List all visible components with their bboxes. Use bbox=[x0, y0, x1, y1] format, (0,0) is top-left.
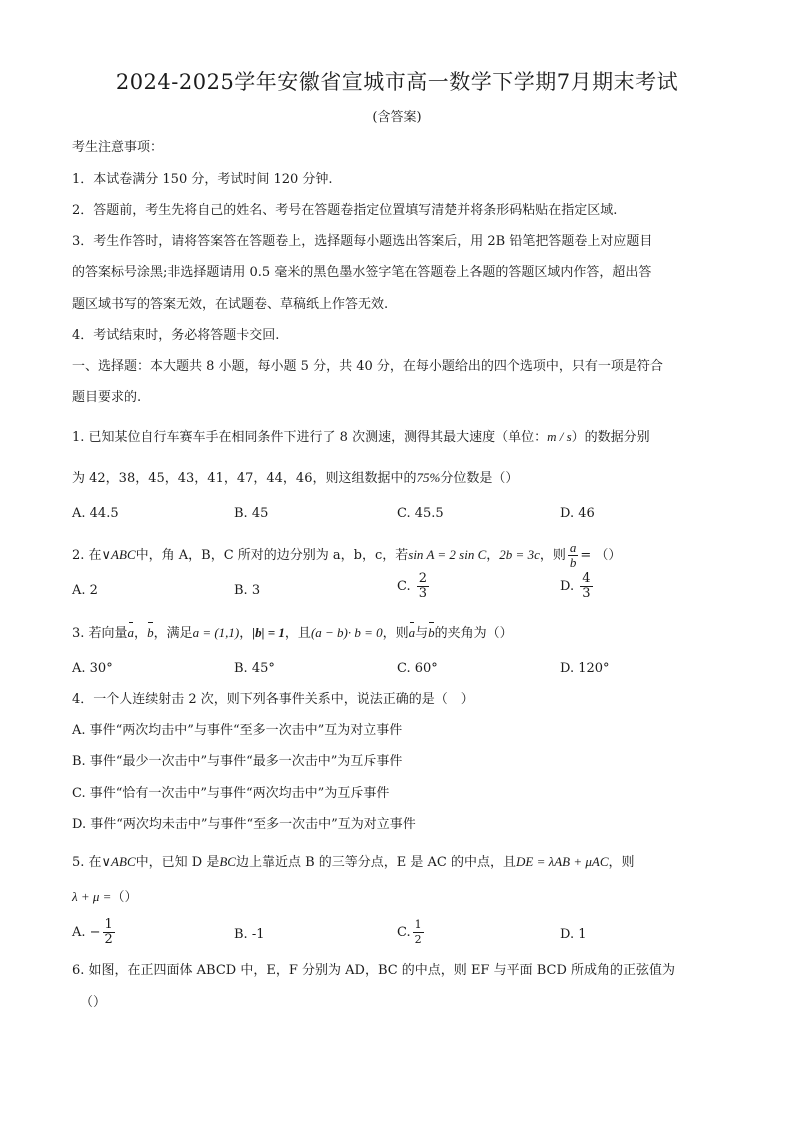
q4-option-c: C. 事件“恰有一次击中”与事件“两次均击中”为互斥事件 bbox=[72, 786, 390, 801]
q5-option-c-den: 2 bbox=[414, 933, 422, 946]
q2-condition-2: 2b = 3c bbox=[499, 547, 540, 562]
q3-stem bbox=[72, 624, 513, 643]
q5-segment-bc: BC bbox=[219, 854, 236, 869]
q2-text-c: ，则 bbox=[539, 548, 566, 563]
q2-option-d-fraction bbox=[580, 572, 592, 601]
q5-option-d: D. 1 bbox=[560, 927, 587, 942]
q1-option-d: D. 46 bbox=[560, 506, 595, 521]
section-heading-line2: 题目要求的. bbox=[72, 390, 142, 405]
note-3-line1: 3．考生作答时，请将答案答在答题卷上，选择题每小题选出答案后，用 2B 铅笔把答题卷上对应题目 bbox=[72, 234, 653, 249]
q5-text-d: ，则 bbox=[608, 855, 635, 870]
notes-heading: 考生注意事项： bbox=[72, 140, 164, 155]
q4-option-b: B. 事件“最少一次击中”与事件“最多一次击中”为互斥事件 bbox=[72, 754, 403, 769]
q5-option-a-fraction bbox=[103, 918, 115, 947]
q6-stem-line2: （） bbox=[80, 995, 107, 1010]
q3-text-f: 的夹角为（） bbox=[434, 626, 513, 641]
q3-sep1: ， bbox=[134, 626, 148, 641]
exam-subtitle: (含答案) bbox=[372, 110, 422, 125]
q2-option-d-label: D. bbox=[560, 579, 575, 594]
q3-text: 3. 若向量 bbox=[72, 626, 128, 641]
q1-text: 1. 已知某位自行车赛车手在相同条件下进行了 8 次测速，测得其最大速度（单位： bbox=[72, 430, 548, 445]
q3-text-c: ，且 bbox=[284, 626, 311, 641]
q3-option-d: D. 120° bbox=[560, 661, 610, 676]
q5-stem-line1 bbox=[72, 853, 635, 872]
q1-option-c: C. 45.5 bbox=[397, 506, 444, 521]
q1-option-a: A. 44.5 bbox=[72, 506, 119, 521]
q5-paren: （） bbox=[111, 890, 138, 905]
q3-vector-b-2: b bbox=[428, 625, 435, 640]
q1-stem-line1 bbox=[72, 428, 650, 447]
note-1: 1．本试卷满分 150 分，考试时间 120 分钟. bbox=[72, 172, 333, 187]
q4-option-d: D. 事件“两次均未击中”与事件“至多一次击中”互为对立事件 bbox=[72, 817, 416, 832]
q3-option-a: A. 30° bbox=[72, 661, 113, 676]
q3-condition-3: (a − b)· b = 0 bbox=[310, 625, 383, 640]
q1-option-b: B. 45 bbox=[234, 506, 269, 521]
q1-text2: 为 42，38，45，43，41，47，44，46，则这组数据中的 bbox=[72, 471, 417, 486]
q5-vector-equation: DE = λAB + μAC bbox=[516, 854, 609, 869]
exam-title: 2024-2025学年安徽省宣城市高一数学下学期7月期末考试 bbox=[115, 70, 679, 94]
note-2: 2．答题前，考生先将自己的姓名、考号在答题卷指定位置填写清楚并将条形码粘贴在指定区域. bbox=[72, 203, 618, 218]
q1-text2-tail: 分位数是（） bbox=[440, 471, 519, 486]
q3-vector-a-2: a bbox=[408, 625, 416, 640]
q2-stem bbox=[72, 541, 621, 570]
q2-option-a: A. 2 bbox=[72, 583, 98, 598]
q3-vector-b: b bbox=[147, 625, 154, 640]
q2-fraction bbox=[568, 541, 579, 570]
q4-stem: 4．一个人连续射击 2 次，则下列各事件关系中，说法正确的是（ ） bbox=[72, 692, 474, 707]
q1-text-tail: ）的数据分别 bbox=[571, 430, 650, 445]
q2-option-b: B. 3 bbox=[234, 583, 261, 598]
q3-text-d: ，则 bbox=[382, 626, 409, 641]
q2-option-c-fraction bbox=[417, 572, 429, 601]
q2-triangle: ∨ABC bbox=[101, 547, 136, 562]
q5-option-a bbox=[72, 918, 117, 947]
q5-triangle: ∨ABC bbox=[101, 854, 136, 869]
note-4: 4．考试结束时，务必将答题卡交回. bbox=[72, 328, 280, 343]
section-heading-line1: 一、选择题：本大题共 8 小题，每小题 5 分，共 40 分，在每小题给出的四个选项中，只有一项是符合 bbox=[72, 359, 663, 374]
note-3-line3: 题区域书写的答案无效，在试题卷、草稿纸上作答无效. bbox=[72, 297, 389, 312]
q5-text-b: 中，已知 D 是 bbox=[135, 855, 220, 870]
q1-percentile: 75% bbox=[416, 470, 441, 485]
q2-sep: ， bbox=[486, 548, 500, 563]
q2-condition-1: sin A = 2 sin C bbox=[408, 547, 487, 562]
q5-text: 5. 在 bbox=[72, 855, 102, 870]
q5-option-c-label: C. bbox=[397, 925, 411, 940]
q5-option-b: B. -1 bbox=[234, 927, 265, 942]
q3-sep2: ， bbox=[239, 626, 253, 641]
q2-text: 2. 在 bbox=[72, 548, 102, 563]
q5-option-c bbox=[397, 918, 426, 947]
q2-frac-den: b bbox=[569, 555, 577, 570]
q5-option-a-den: 2 bbox=[104, 932, 113, 947]
q6-stem-line1: 6. 如图，在正四面体 ABCD 中，E，F 分别为 AD，BC 的中点，则 EF 与平面 BCD 所成角的正弦值为 bbox=[72, 963, 676, 978]
q4-option-a: A. 事件“两次均击中”与事件“至多一次击中”互为对立事件 bbox=[72, 723, 403, 738]
q3-condition-2: |b| = 1 bbox=[252, 625, 285, 640]
q1-stem-line2 bbox=[72, 469, 518, 488]
q2-option-d bbox=[560, 572, 595, 601]
q5-option-c-fraction bbox=[413, 918, 424, 947]
q2-option-c bbox=[397, 572, 431, 601]
q5-option-c-num: 1 bbox=[414, 918, 422, 931]
q2-text-b: 中，角 A，B，C 所对的边分别为 a，b，c，若 bbox=[135, 548, 409, 563]
q2-text-d: = （） bbox=[580, 548, 622, 563]
q5-lambda-mu: λ + μ = bbox=[72, 889, 112, 904]
q1-unit: m / s bbox=[547, 429, 572, 444]
q2-option-c-label: C. bbox=[397, 579, 411, 594]
q2-option-c-num: 2 bbox=[418, 571, 428, 586]
q2-frac-num: a bbox=[569, 540, 577, 555]
q3-text-b: ，满足 bbox=[153, 626, 193, 641]
q5-option-a-num: 1 bbox=[104, 917, 113, 932]
q3-vector-a: a bbox=[127, 625, 135, 640]
q5-stem-line2 bbox=[72, 888, 137, 907]
q2-option-c-den: 3 bbox=[418, 586, 428, 601]
q5-text-c: 边上靠近点 B 的三等分点，E 是 AC 的中点，且 bbox=[235, 855, 516, 870]
q5-option-a-label: A. − bbox=[72, 925, 101, 940]
note-3-line2: 的答案标号涂黑;非选择题请用 0.5 毫米的黑色墨水签字笔在答题卷上各题的答题区域内作答，超出答 bbox=[72, 265, 652, 280]
q2-option-d-den: 3 bbox=[582, 586, 591, 601]
q3-condition-1: a = (1,1) bbox=[192, 625, 240, 640]
q3-option-b: B. 45° bbox=[234, 661, 275, 676]
q3-text-e: 与 bbox=[415, 626, 429, 641]
q3-option-c: C. 60° bbox=[397, 661, 438, 676]
q2-option-d-num: 4 bbox=[582, 571, 591, 586]
